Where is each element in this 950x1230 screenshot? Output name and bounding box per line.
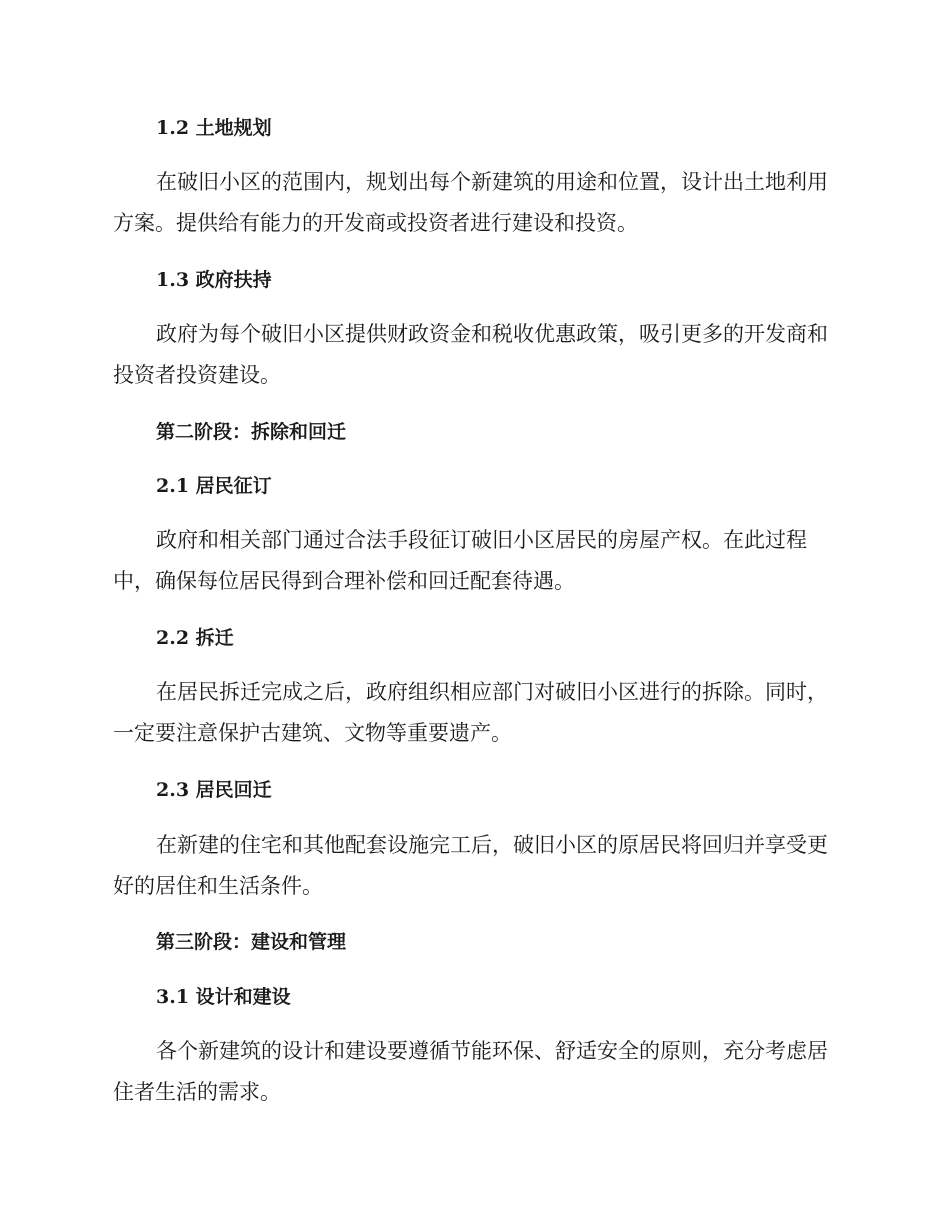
section-heading-1-2: 1.2 土地规划	[156, 117, 272, 139]
paragraph-demolition: 在居民拆迁完成之后，政府组织相应部门对破旧小区进行的拆除。同时，一定要注意保护古建筑、文物等重要遗产。	[113, 680, 828, 745]
stage-heading-3: 第三阶段：建设和管理	[156, 931, 347, 953]
stage-heading-2: 第二阶段：拆除和回迁	[156, 421, 347, 443]
paragraph-land-planning: 在破旧小区的范围内，规划出每个新建筑的用途和位置，设计出土地利用方案。提供给有能力的开发商或投资者进行建设和投资。	[113, 170, 828, 235]
paragraph-resident-return: 在新建的住宅和其他配套设施完工后，破旧小区的原居民将回归并享受更好的居住和生活条件。	[113, 833, 828, 898]
section-heading-2-2: 2.2 拆迁	[156, 627, 234, 649]
paragraph-design-construction: 各个新建筑的设计和建设要遵循节能环保、舒适安全的原则，充分考虑居住者生活的需求。	[113, 1039, 828, 1104]
paragraph-resident-acquisition: 政府和相关部门通过合法手段征订破旧小区居民的房屋产权。在此过程中，确保每位居民得到合理补偿和回迁配套待遇。	[113, 528, 807, 593]
section-heading-3-1: 3.1 设计和建设	[156, 986, 291, 1008]
section-heading-2-3: 2.3 居民回迁	[156, 779, 272, 801]
section-heading-1-3: 1.3 政府扶持	[156, 269, 272, 291]
section-heading-2-1: 2.1 居民征订	[156, 475, 272, 497]
paragraph-government-support: 政府为每个破旧小区提供财政资金和税收优惠政策，吸引更多的开发商和投资者投资建设。	[113, 322, 828, 387]
